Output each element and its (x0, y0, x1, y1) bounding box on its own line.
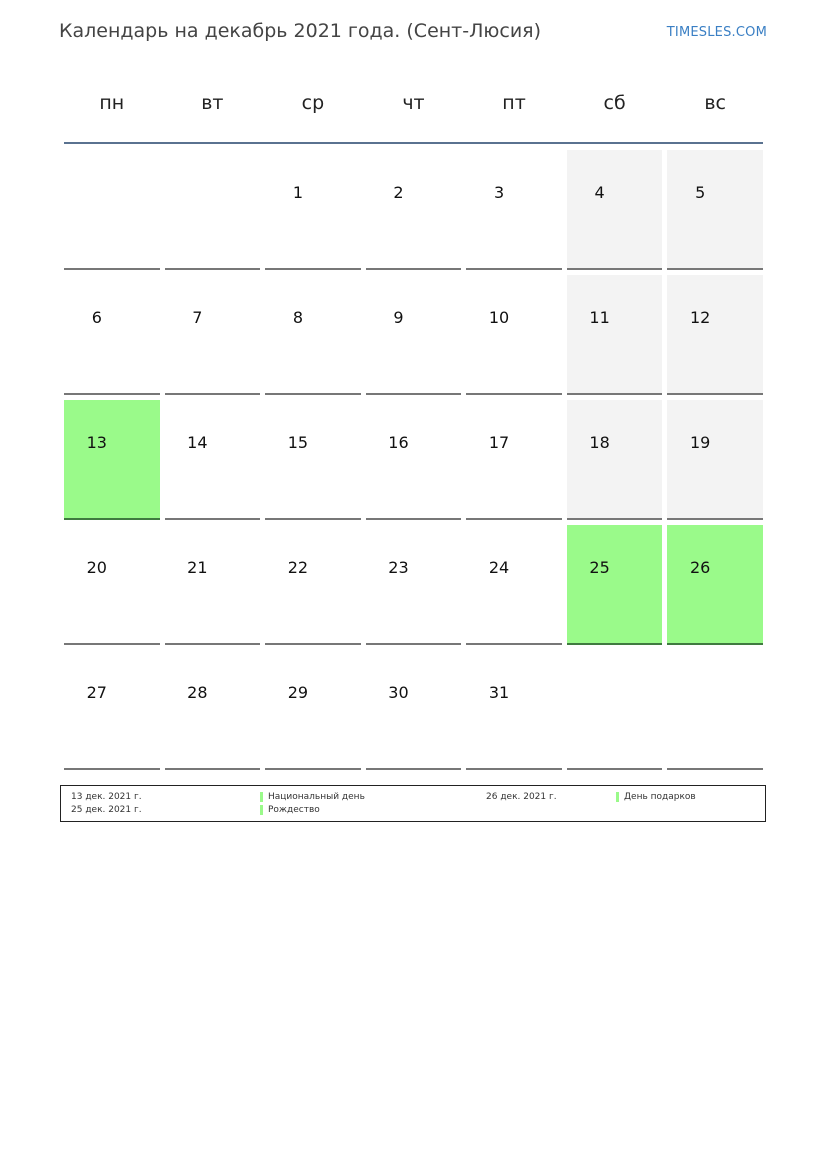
empty-day-cell (64, 150, 160, 270)
day-number: 7 (192, 308, 203, 327)
day-cell (466, 525, 562, 645)
day-number: 28 (187, 683, 208, 702)
day-cell (366, 150, 462, 270)
legend-color-swatch (616, 792, 619, 802)
day-number: 27 (86, 683, 107, 702)
day-number: 6 (91, 308, 102, 327)
day-cell (667, 275, 763, 395)
holiday-legend (60, 785, 766, 822)
day-cell (64, 525, 160, 645)
day-cell (567, 525, 663, 645)
day-cell (265, 150, 361, 270)
day-number: 30 (388, 683, 409, 702)
day-cell (165, 275, 261, 395)
day-cell (366, 525, 462, 645)
day-number: 21 (187, 558, 208, 577)
legend-date: 25 дек. 2021 г. (71, 805, 142, 815)
day-number: 20 (86, 558, 107, 577)
day-number: 4 (594, 183, 605, 202)
empty-day-cell (667, 650, 763, 770)
weekday-wed: ср (301, 92, 325, 114)
day-cell (567, 150, 663, 270)
day-cell (165, 400, 261, 520)
day-number: 13 (86, 433, 107, 452)
day-number: 1 (292, 183, 303, 202)
day-cell (64, 275, 160, 395)
day-cell (667, 400, 763, 520)
day-cell (667, 150, 763, 270)
day-number: 25 (589, 558, 610, 577)
weekday-fri: пт (502, 92, 526, 114)
day-cell (265, 275, 361, 395)
day-number: 16 (388, 433, 409, 452)
day-cell (667, 525, 763, 645)
weekday-sun: вс (704, 92, 726, 114)
legend-date: 26 дек. 2021 г. (486, 792, 557, 802)
day-number: 5 (695, 183, 706, 202)
day-cell (466, 650, 562, 770)
day-number: 31 (488, 683, 510, 702)
weekday-header (64, 80, 763, 144)
day-cell (567, 400, 663, 520)
day-cell (265, 650, 361, 770)
legend-color-swatch (260, 805, 263, 815)
empty-day-cell (567, 650, 663, 770)
day-number: 10 (488, 308, 510, 327)
day-cell (265, 525, 361, 645)
weekday-thu: чт (402, 92, 425, 114)
day-number: 12 (689, 308, 711, 327)
legend-holiday-name: Рождество (268, 805, 320, 815)
day-number: 9 (393, 308, 404, 327)
weekday-mon: пн (99, 92, 125, 114)
weekday-tue: вт (201, 92, 224, 114)
day-number: 8 (292, 308, 303, 327)
day-number: 26 (689, 558, 711, 577)
day-cell (165, 650, 261, 770)
day-number: 3 (493, 183, 505, 202)
day-cell (466, 400, 562, 520)
day-number: 14 (187, 433, 208, 452)
calendar-grid (64, 150, 763, 770)
day-number: 19 (689, 433, 711, 452)
day-cell (466, 150, 562, 270)
day-number: 2 (393, 183, 404, 202)
day-cell (366, 650, 462, 770)
day-cell (366, 275, 462, 395)
legend-date: 13 дек. 2021 г. (71, 792, 142, 802)
site-link[interactable]: TIMESLES.COM (666, 25, 767, 40)
day-cell (265, 400, 361, 520)
day-cell (64, 650, 160, 770)
day-cell (466, 275, 562, 395)
legend-holiday-name: День подарков (624, 792, 696, 802)
day-cell (366, 400, 462, 520)
legend-color-swatch (260, 792, 263, 802)
day-cell (64, 400, 160, 520)
day-number: 11 (589, 308, 610, 327)
empty-day-cell (165, 150, 261, 270)
legend-holiday-name: Национальный день (268, 792, 365, 802)
day-number: 24 (488, 558, 510, 577)
day-number: 23 (388, 558, 409, 577)
page-title: Календарь на декабрь 2021 года. (Сент-Люсия) (59, 20, 542, 42)
day-number: 17 (488, 433, 510, 452)
day-cell (165, 525, 261, 645)
day-number: 22 (287, 558, 309, 577)
day-number: 29 (287, 683, 309, 702)
day-number: 15 (287, 433, 309, 452)
day-cell (567, 275, 663, 395)
weekday-sat: сб (603, 92, 626, 114)
day-number: 18 (589, 433, 610, 452)
